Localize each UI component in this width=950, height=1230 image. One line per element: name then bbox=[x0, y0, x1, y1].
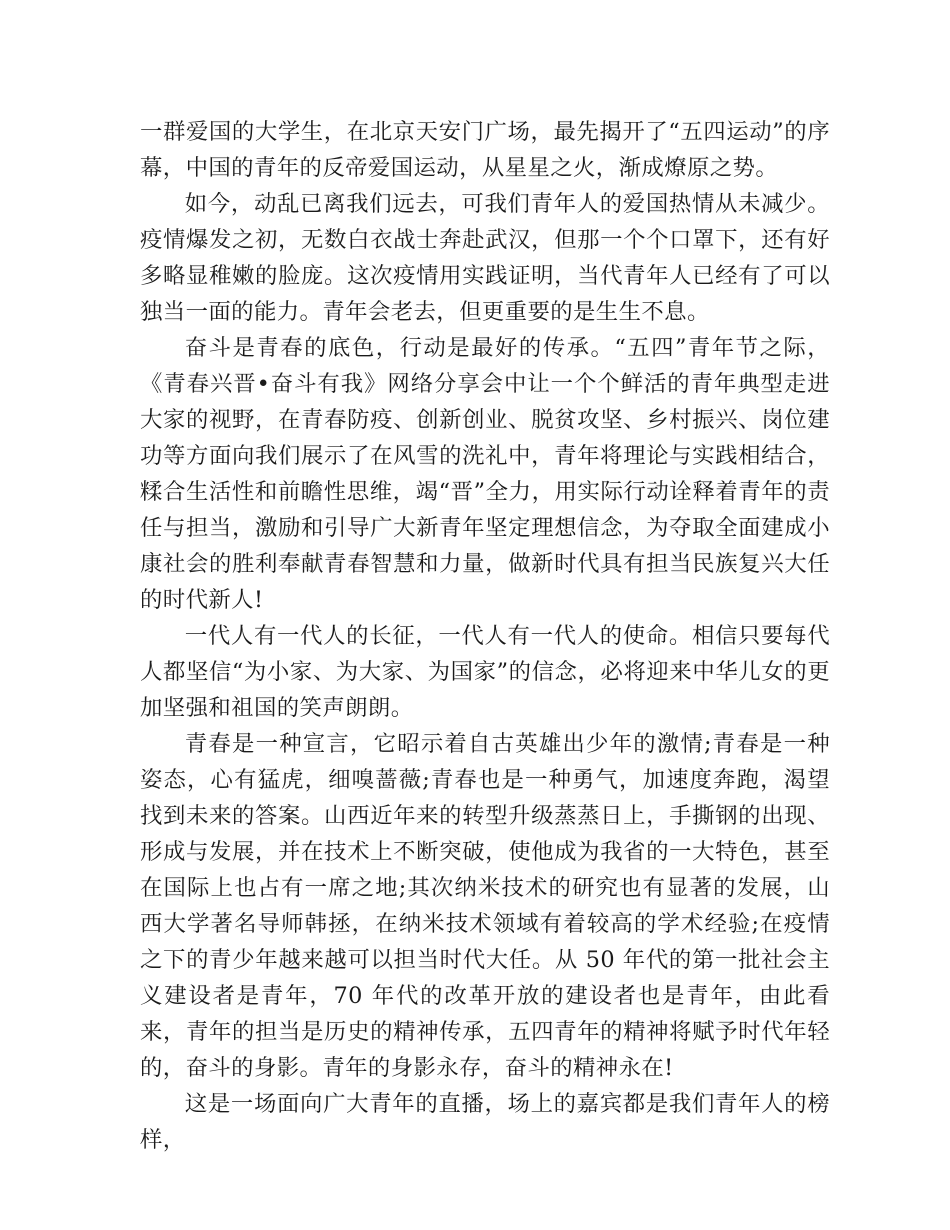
document-body bbox=[140, 114, 830, 1158]
paragraph-3: 奋斗是青春的底色，行动是最好的传承。“五四”青年节之际，《青春兴晋•奋斗有我》网络分享会中让一个个鲜活的青年典型走进大家的视野，在青春防疫、创新创业、脱贫攻坚、乡村振兴、岗位建功等方面向我们展示了在风雪的洗礼中，青年将理论与实践相结合，糅合生活性和前瞻性思维，竭“晋”全力，用实际行动诠释着青年的责任与担当，激励和引导广大新青年坚定理想信念，为夺取全面建成小康社会的胜利奉献青春智慧和力量，做新时代具有担当民族复兴大任的时代新人! bbox=[140, 335, 830, 613]
paragraph-4: 一代人有一代人的长征，一代人有一代人的使命。相信只要每代人都坚信“为小家、为大家、为国家”的信念，必将迎来中华儿女的更加坚强和祖国的笑声朗朗。 bbox=[140, 623, 830, 721]
paragraph-2: 如今，动乱已离我们远去，可我们青年人的爱国热情从未减少。疫情爆发之初，无数白衣战士奔赴武汉，但那一个个口罩下，还有好多略显稚嫩的脸庞。这次疫情用实践证明，当代青年人已经有了可以独当一面的能力。青年会老去，但更重要的是生生不息。 bbox=[140, 191, 830, 325]
paragraph-6: 这是一场面向广大青年的直播，场上的嘉宾都是我们青年人的榜样， bbox=[140, 1091, 830, 1153]
paragraph-5: 青春是一种宣言，它昭示着自古英雄出少年的激情;青春是一种姿态，心有猛虎，细嗅蔷薇;青春也是一种勇气，加速度奔跑，渴望找到未来的答案。山西近年来的转型升级蒸蒸日上，手撕钢的出现、形成与发展，并在技术上不断突破，使他成为我省的一大特色，甚至在国际上也占有一席之地;其次纳米技术的研究也有显著的发展，山西大学著名导师韩拯，在纳米技术领域有着较高的学术经验;在疫情之下的青少年越来越可以担当时代大任。从 50 年代的第一批社会主义建设者是青年，70 年代的改革开放的建设者也是青年，由此看来，青年的担当是历史的精神传承，五四青年的精神将赋予时代年轻的，奋斗的身影。青年的身影永存，奋斗的精神永在! bbox=[140, 731, 830, 1081]
paragraph-1: 一群爱国的大学生，在北京天安门广场，最先揭开了“五四运动”的序幕，中国的青年的反帝爱国运动，从星星之火，渐成燎原之势。 bbox=[140, 119, 830, 181]
